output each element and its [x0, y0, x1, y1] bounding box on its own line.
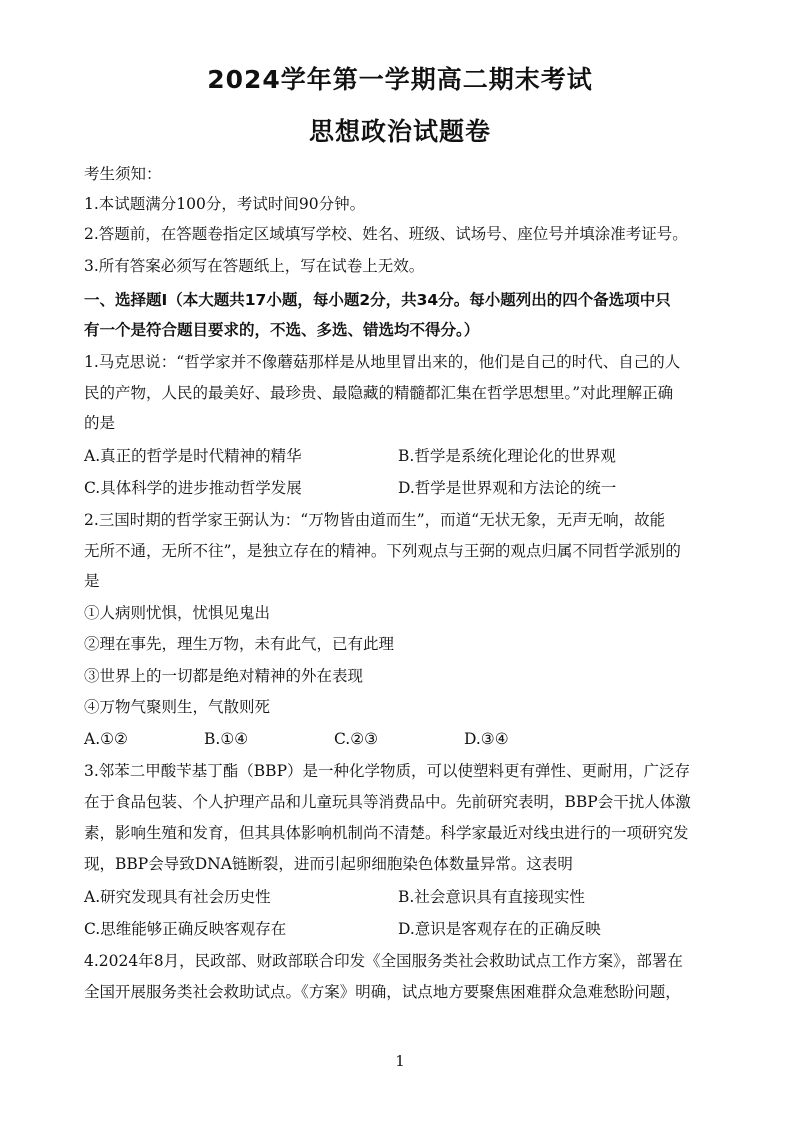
page-number: 1	[395, 1052, 405, 1070]
question-1-option-a: A.真正的哲学是时代精神的精华	[84, 447, 302, 465]
question-2-option-c: C.②③	[334, 730, 379, 748]
question-2-option-b: B.①④	[204, 730, 249, 748]
question-3-option-d: D.意识是客观存在的正确反映	[398, 920, 601, 938]
question-2-stem: 是	[84, 572, 100, 590]
notice-item: 3.所有答案必须写在答题纸上，写在试卷上无效。	[84, 257, 425, 275]
question-1-stem: 1.马克思说：“哲学家并不像蘑菇那样是从地里冒出来的，他们是自己的时代、自己的人	[84, 353, 681, 371]
question-2-stem: 2.三国时期的哲学家王弼认为：“万物皆由道而生”，而道“无状无象，无声无响，故能	[84, 511, 666, 529]
question-2-stem: 无所不通，无所不往”，是独立存在的精神。下列观点与王弼的观点归属不同哲学派别的	[84, 542, 681, 560]
question-1-stem: 民的产物，人民的最美好、最珍贵、最隐藏的精髓都汇集在哲学思想里。”对此理解正确	[84, 384, 674, 402]
question-3-option-a: A.研究发现具有社会历史性	[84, 888, 271, 906]
question-2-statement: ④万物气聚则生，气散则死	[84, 698, 271, 716]
section-instructions: 有一个是符合题目要求的，不选、多选、错选均不得分。）	[84, 321, 480, 339]
question-2-option-a: A.①②	[84, 730, 128, 748]
question-4-stem: 4.2024年8月，民政部、财政部联合印发《全国服务类社会救助试点工作方案》，部署在	[84, 952, 683, 970]
question-2-statement: ③世界上的一切都是绝对精神的外在表现	[84, 667, 364, 685]
question-2-statement: ②理在事先，理生万物，未有此气，已有此理	[84, 635, 395, 653]
question-2-statement: ①人病则忧惧，忧惧见鬼出	[84, 604, 271, 622]
notice-heading: 考生须知：	[84, 165, 162, 183]
question-3-stem: 3.邻苯二甲酸苄基丁酯（BBP）是一种化学物质，可以使塑料更有弹性、更耐用，广泛存	[84, 762, 691, 780]
question-1-option-d: D.哲学是世界观和方法论的统一	[398, 479, 617, 497]
question-1-stem: 的是	[84, 414, 116, 432]
question-2-option-d: D.③④	[464, 730, 509, 748]
question-3-option-c: C.思维能够正确反映客观存在	[84, 920, 287, 938]
notice-item: 1.本试题满分100分，考试时间90分钟。	[84, 195, 366, 213]
section-instructions: 一、选择题Ⅰ（本大题共17小题，每小题2分，共34分。每小题列出的四个备选项中只	[84, 291, 671, 309]
question-1-option-c: C.具体科学的进步推动哲学发展	[84, 479, 302, 497]
question-1-option-b: B.哲学是系统化理论化的世界观	[398, 447, 616, 465]
notice-item: 2.答题前，在答题卷指定区域填写学校、姓名、班级、试场号、座位号并填涂准考证号。	[84, 225, 688, 243]
exam-subtitle: 思想政治试题卷	[308, 117, 491, 146]
question-3-stem: 现，BBP会导致DNA链断裂，进而引起卵细胞染色体数量异常。这表明	[84, 855, 573, 873]
question-3-option-b: B.社会意识具有直接现实性	[398, 888, 585, 906]
question-3-stem: 在于食品包装、个人护理产品和儿童玩具等消费品中。先前研究表明，BBP会干扰人体激	[84, 793, 691, 811]
question-3-stem: 素，影响生殖和发育，但其具体影响机制尚不清楚。科学家最近对线虫进行的一项研究发	[84, 824, 689, 842]
question-4-stem: 全国开展服务类社会救助试点。《方案》明确，试点地方要聚焦困难群众急难愁盼问题，	[84, 983, 681, 1001]
exam-title: 2024学年第一学期高二期末考试	[207, 65, 593, 94]
